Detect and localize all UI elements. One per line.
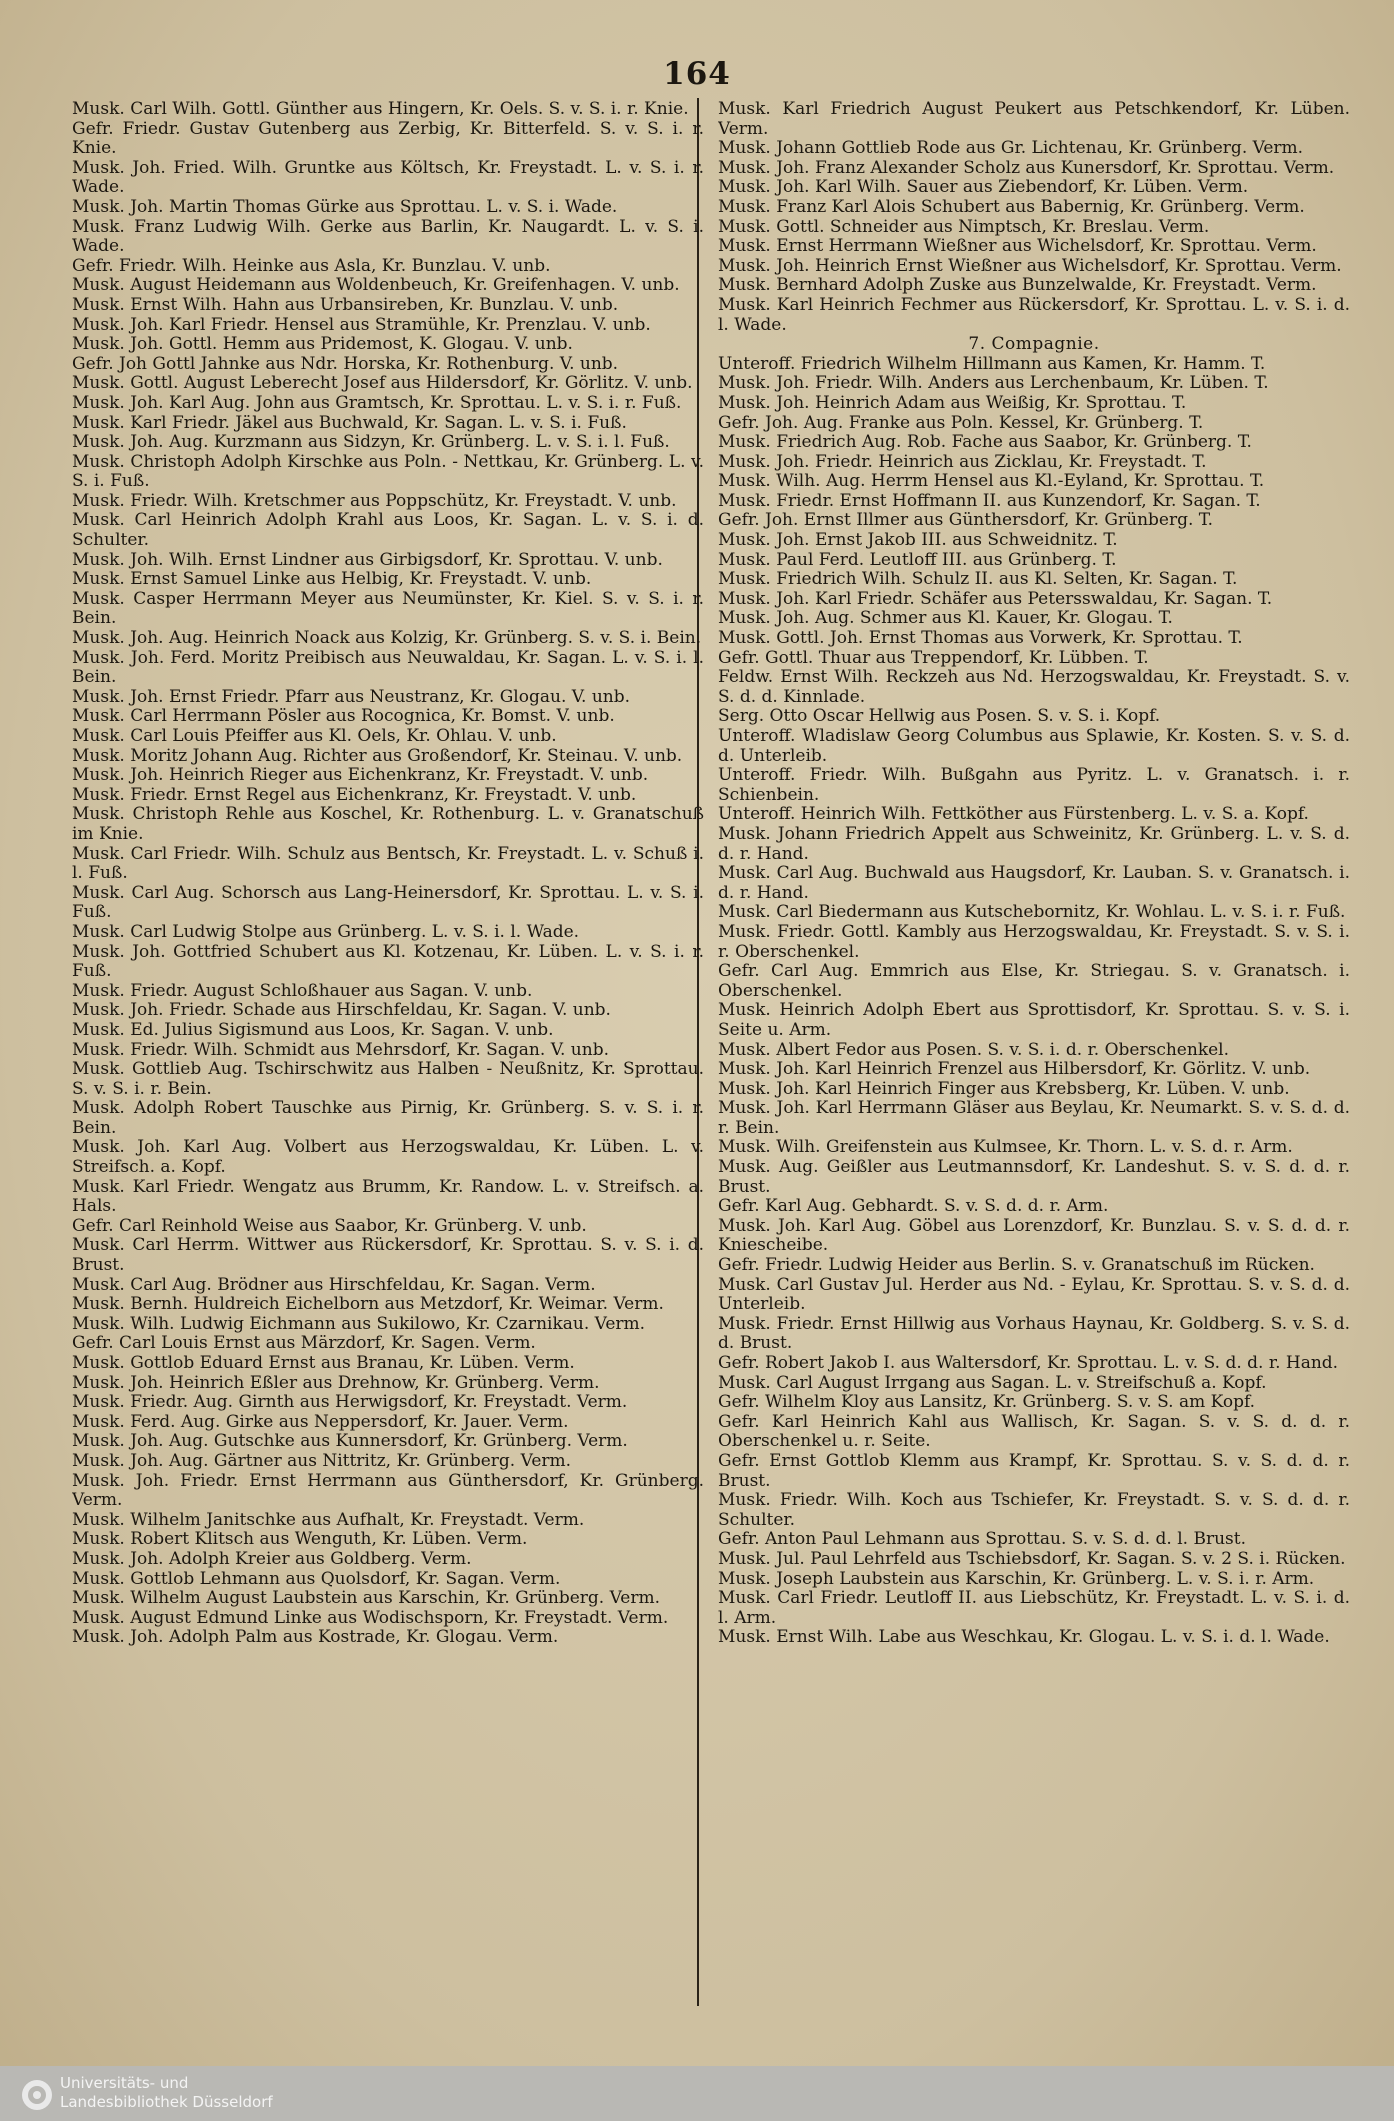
roster-entry: Musk. Friedr. Wilh. Schmidt aus Mehrsdorf, Kr. Sagan. V. unb. <box>72 1039 609 1060</box>
roster-entry: Gefr. Karl Heinrich Kahl aus Wallisch, Kr. Sagan. S. v. S. d. d. r. Oberschenkel u. r. Seite. <box>718 1411 1350 1452</box>
roster-entry: Gefr. Ernst Gottlob Klemm aus Krampf, Kr. Sprottau. S. v. S. d. d. r. Brust. <box>718 1450 1350 1491</box>
roster-entry: Musk. Carl Friedr. Leutloff II. aus Liebschütz, Kr. Freystadt. L. v. S. i. d. l. Arm. <box>718 1588 1350 1628</box>
roster-entry: Musk. Joh. Ernst Jakob III. aus Schweidnitz. T. <box>718 530 1118 551</box>
roster-entry: Musk. Ernst Herrmann Wießner aus Wichelsdorf, Kr. Sprottau. Verm. <box>718 236 1317 257</box>
roster-entry: Musk. Joh. Aug. Schmer aus Kl. Kauer, Kr. Glogau. T. <box>718 608 1173 629</box>
roster-entry: Musk. Friedr. Wilh. Kretschmer aus Poppschütz, Kr. Freystadt. V. unb. <box>72 490 677 511</box>
roster-entry: Gefr. Wilhelm Kloy aus Lansitz, Kr. Grünberg. S. v. S. am Kopf. <box>718 1392 1256 1413</box>
roster-entry: Musk. Carl Aug. Schorsch aus Lang-Heinersdorf, Kr. Sprottau. L. v. S. i. Fuß. <box>72 882 704 923</box>
roster-entry: Musk. Joh. Friedr. Schade aus Hirschfeldau, Kr. Sagan. V. unb. <box>72 1000 611 1021</box>
roster-entry: Gefr. Carl Louis Ernst aus Märzdorf, Kr. Sagen. Verm. <box>72 1333 536 1354</box>
roster-entry: Musk. Joh. Ferd. Moritz Preibisch aus Neuwaldau, Kr. Sagan. L. v. S. i. l. Bein. <box>72 647 704 688</box>
roster-entry: Musk. Joh. Karl Aug. John aus Gramtsch, Kr. Sprottau. L. v. S. i. r. Fuß. <box>72 392 682 413</box>
roster-entry: Musk. Joh. Karl Friedr. Schäfer aus Petersswaldau, Kr. Sagan. T. <box>718 588 1273 609</box>
roster-entry: Musk. Joh. Friedr. Wilh. Anders aus Lerchenbaum, Kr. Lüben. T. <box>718 373 1269 394</box>
roster-entry: Musk. Bernh. Huldreich Eichelborn aus Metzdorf, Kr. Weimar. Verm. <box>72 1294 664 1315</box>
roster-entry: Musk. Moritz Johann Aug. Richter aus Großendorf, Kr. Steinau. V. unb. <box>72 745 683 766</box>
roster-entry: Gefr. Friedr. Wilh. Heinke aus Asla, Kr. Bunzlau. V. unb. <box>72 255 551 276</box>
roster-entry: Gefr. Joh. Aug. Franke aus Poln. Kessel, Kr. Grünberg. T. <box>718 412 1204 433</box>
section-heading: 7. Compagnie. <box>968 334 1100 355</box>
roster-entry: Musk. Robert Klitsch aus Wenguth, Kr. Lüben. Verm. <box>72 1529 528 1550</box>
roster-entry: Musk. Joh. Karl Herrmann Gläser aus Beylau, Kr. Neumarkt. S. v. S. d. d. r. Bein. <box>718 1098 1350 1138</box>
left-column <box>72 100 704 2005</box>
roster-entry: Musk. Carl Herrm. Wittwer aus Rückersdorf, Kr. Sprottau. S. v. S. i. d. Brust. <box>72 1235 704 1276</box>
roster-entry: Musk. Bernhard Adolph Zuske aus Bunzelwalde, Kr. Freystadt. Verm. <box>718 275 1317 296</box>
roster-entry: Musk. Wilhelm August Laubstein aus Karschin, Kr. Grünberg. Verm. <box>72 1588 661 1609</box>
roster-entry: Musk. Friedr. August Schloßhauer aus Sagan. V. unb. <box>72 980 533 1001</box>
roster-entry: Gefr. Karl Aug. Gebhardt. S. v. S. d. d. r. Arm. <box>718 1196 1109 1217</box>
roster-entry: Musk. Joh. Heinrich Adam aus Weißig, Kr. Sprottau. T. <box>718 392 1187 413</box>
roster-entry: Musk. Carl Friedr. Wilh. Schulz aus Bentsch, Kr. Freystadt. L. v. Schuß i. l. Fuß. <box>72 843 704 884</box>
roster-entry: Musk. Joh. Aug. Kurzmann aus Sidzyn, Kr. Grünberg. L. v. S. i. l. Fuß. <box>72 432 670 453</box>
roster-entry: Musk. Carl August Irrgang aus Sagan. L. v. Streifschuß a. Kopf. <box>718 1372 1267 1393</box>
roster-entry: Musk. Joh. Aug. Heinrich Noack aus Kolzig, Kr. Grünberg. S. v. S. i. Bein. <box>72 628 702 649</box>
roster-entry: Musk. Joh. Wilh. Ernst Lindner aus Girbigsdorf, Kr. Sprottau. V. unb. <box>72 549 663 570</box>
roster-entry: Musk. Gottl. Joh. Ernst Thomas aus Vorwerk, Kr. Sprottau. T. <box>718 628 1243 649</box>
roster-entry: Musk. Joh. Karl Aug. Volbert aus Herzogswaldau, Kr. Lüben. L. v. Streifsch. a. Kopf. <box>72 1137 704 1178</box>
roster-entry: Musk. Karl Heinrich Fechmer aus Rückersdorf, Kr. Sprottau. L. v. S. i. d. l. Wade. <box>718 294 1350 335</box>
roster-entry: Musk. Christoph Adolph Kirschke aus Poln. - Nettkau, Kr. Grünberg. L. v. S. i. Fuß. <box>72 451 704 492</box>
roster-entry: Musk. Ernst Wilh. Hahn aus Urbansireben, Kr. Bunzlau. V. unb. <box>72 294 619 315</box>
roster-entry: Musk. Ernst Wilh. Labe aus Weschkau, Kr. Glogau. L. v. S. i. d. l. Wade. <box>718 1627 1330 1648</box>
roster-entry: Musk. Gottlob Lehmann aus Quolsdorf, Kr. Sagan. Verm. <box>72 1568 561 1589</box>
roster-entry: Gefr. Robert Jakob I. aus Waltersdorf, Kr. Sprottau. L. v. S. d. d. r. Hand. <box>718 1353 1339 1373</box>
roster-entry: Musk. Gottl. Schneider aus Nimptsch, Kr. Breslau. Verm. <box>718 216 1210 237</box>
roster-entry: Musk. Joh. Karl Wilh. Sauer aus Ziebendorf, Kr. Lüben. Verm. <box>718 177 1249 198</box>
roster-entry: Gefr. Anton Paul Lehmann aus Sprottau. S. v. S. d. d. l. Brust. <box>718 1529 1246 1550</box>
roster-entry: Musk. Friedr. Ernst Regel aus Eichenkranz, Kr. Freystadt. V. unb. <box>72 784 637 805</box>
roster-entry: Musk. Carl Biedermann aus Kutschebornitz, Kr. Wohlau. L. v. S. i. r. Fuß. <box>718 902 1346 923</box>
roster-entry: Unteroff. Heinrich Wilh. Fettköther aus Fürstenberg. L. v. S. a. Kopf. <box>718 804 1309 825</box>
roster-entry: Musk. Karl Friedr. Jäkel aus Buchwald, Kr. Sagan. L. v. S. i. Fuß. <box>72 412 627 433</box>
roster-entry: Musk. Carl Heinrich Adolph Krahl aus Loos, Kr. Sagan. L. v. S. i. d. Schulter. <box>72 510 704 551</box>
roster-entry: Musk. Joh. Friedr. Heinrich aus Zicklau, Kr. Freystadt. T. <box>718 451 1207 472</box>
institution-name <box>60 2074 273 2112</box>
roster-entry: Musk. Carl Herrmann Pösler aus Rocognica, Kr. Bomst. V. unb. <box>72 706 615 727</box>
roster-entry: Gefr. Gottl. Thuar aus Treppendorf, Kr. Lübben. T. <box>718 647 1149 668</box>
roster-entry: Musk. Joh. Aug. Gutschke aus Kunnersdorf, Kr. Grünberg. Verm. <box>72 1431 628 1452</box>
roster-entry: Unteroff. Friedrich Wilhelm Hillmann aus Kamen, Kr. Hamm. T. <box>718 353 1266 374</box>
roster-entry: Feldw. Ernst Wilh. Reckzeh aus Nd. Herzogswaldau, Kr. Freystadt. S. v. S. d. d. Kinnlade. <box>718 667 1350 707</box>
library-logo-icon <box>20 2075 54 2115</box>
roster-entry: Musk. Friedrich Wilh. Schulz II. aus Kl. Selten, Kr. Sagan. T. <box>718 569 1238 590</box>
roster-entry: Musk. Joh. Fried. Wilh. Gruntke aus Költsch, Kr. Freystadt. L. v. S. i. r. Wade. <box>72 157 704 198</box>
roster-entry: Musk. Carl Louis Pfeiffer aus Kl. Oels, Kr. Ohlau. V. unb. <box>72 726 557 746</box>
roster-entry: Gefr. Friedr. Ludwig Heider aus Berlin. S. v. Granatschuß im Rücken. <box>718 1255 1315 1276</box>
roster-entry: Musk. Joh. Friedr. Ernst Herrmann aus Günthersdorf, Kr. Grünberg. Verm. <box>72 1470 704 1511</box>
roster-entry: Musk. Albert Fedor aus Posen. S. v. S. i. d. r. Oberschenkel. <box>718 1039 1230 1060</box>
roster-entry: Unteroff. Friedr. Wilh. Bußgahn aus Pyritz. L. v. Granatsch. i. r. Schienbein. <box>718 765 1350 805</box>
roster-entry: Musk. Joh. Franz Alexander Scholz aus Kunersdorf, Kr. Sprottau. Verm. <box>718 157 1335 178</box>
roster-entry: Musk. Paul Ferd. Leutloff III. aus Grünberg. T. <box>718 549 1117 570</box>
roster-entry: Musk. Christoph Rehle aus Koschel, Kr. Rothenburg. L. v. Granatschuß im Knie. <box>72 804 704 844</box>
roster-entry: Musk. August Edmund Linke aus Wodischsporn, Kr. Freystadt. Verm. <box>72 1607 669 1628</box>
roster-entry: Musk. Adolph Robert Tauschke aus Pirnig, Kr. Grünberg. S. v. S. i. r. Bein. <box>72 1098 704 1138</box>
roster-entry: Musk. Wilh. Aug. Herrm Hensel aus Kl.-Eyland, Kr. Sprottau. T. <box>718 471 1265 492</box>
page-number: 164 <box>663 56 731 92</box>
roster-entry: Musk. Gottl. August Leberecht Josef aus Hildersdorf, Kr. Görlitz. V. unb. <box>72 373 693 394</box>
roster-entry: Musk. Franz Ludwig Wilh. Gerke aus Barlin, Kr. Naugardt. L. v. S. i. Wade. <box>72 216 704 257</box>
roster-entry: Musk. Joh. Heinrich Rieger aus Eichenkranz, Kr. Freystadt. V. unb. <box>72 765 649 786</box>
institution-line-2: Landesbibliothek Düsseldorf <box>60 2093 273 2111</box>
roster-entry: Musk. Carl Wilh. Gottl. Günther aus Hingern, Kr. Oels. S. v. S. i. r. Knie. <box>72 100 689 119</box>
roster-entry: Musk. Friedr. Wilh. Koch aus Tschiefer, Kr. Freystadt. S. v. S. d. d. r. Schulter. <box>718 1490 1350 1530</box>
roster-entry: Musk. Joh. Karl Aug. Göbel aus Lorenzdorf, Kr. Bunzlau. S. v. S. d. d. r. Kniescheibe. <box>718 1215 1350 1256</box>
roster-entry: Musk. Friedr. Ernst Hillwig aus Vorhaus Haynau, Kr. Goldberg. S. v. S. d. d. Brust. <box>718 1313 1350 1354</box>
roster-entry: Musk. Jul. Paul Lehrfeld aus Tschiebsdorf, Kr. Sagan. S. v. 2 S. i. Rücken. <box>718 1548 1346 1569</box>
roster-entry: Musk. Joh. Aug. Gärtner aus Nittritz, Kr. Grünberg. Verm. <box>72 1450 572 1471</box>
roster-entry: Gefr. Carl Reinhold Weise aus Saabor, Kr. Grünberg. V. unb. <box>72 1215 587 1236</box>
roster-entry: Musk. Wilh. Greifenstein aus Kulmsee, Kr. Thorn. L. v. S. d. r. Arm. <box>718 1137 1293 1158</box>
roster-entry: Musk. Heinrich Adolph Ebert aus Sprottisdorf, Kr. Sprottau. S. v. S. i. Seite u. Arm. <box>718 1000 1350 1040</box>
roster-entry: Gefr. Friedr. Gustav Gutenberg aus Zerbig, Kr. Bitterfeld. S. v. S. i. r. Knie. <box>72 118 704 159</box>
roster-entry: Musk. Joseph Laubstein aus Karschin, Kr. Grünberg. L. v. S. i. r. Arm. <box>718 1568 1315 1589</box>
roster-entry: Musk. Karl Friedr. Wengatz aus Brumm, Kr. Randow. L. v. Streifsch. a. Hals. <box>72 1176 704 1217</box>
roster-entry: Musk. Joh. Ernst Friedr. Pfarr aus Neustranz, Kr. Glogau. V. unb. <box>72 686 631 707</box>
roster-entry: Musk. Joh. Heinrich Eßler aus Drehnow, Kr. Grünberg. Verm. <box>72 1372 600 1393</box>
roster-entry: Musk. Carl Gustav Jul. Herder aus Nd. - Eylau, Kr. Sprottau. S. v. S. d. d. Unterleib. <box>718 1274 1350 1315</box>
roster-entry: Musk. Ed. Julius Sigismund aus Loos, Kr. Sagan. V. unb. <box>72 1019 554 1040</box>
roster-entry: Musk. Casper Herrmann Meyer aus Neumünster, Kr. Kiel. S. v. S. i. r. Bein. <box>72 588 704 629</box>
roster-entry: Musk. Joh. Adolph Kreier aus Goldberg. Verm. <box>72 1548 472 1569</box>
roster-entry: Musk. Joh. Karl Friedr. Hensel aus Stramühle, Kr. Prenzlau. V. unb. <box>72 314 651 335</box>
roster-entry: Musk. Karl Friedrich August Peukert aus Petschkendorf, Kr. Lüben. Verm. <box>718 100 1350 139</box>
roster-entry: Musk. August Heidemann aus Woldenbeuch, Kr. Greifenhagen. V. unb. <box>72 275 680 296</box>
institution-line-1: Universitäts- und <box>60 2074 189 2092</box>
roster-entry: Musk. Joh. Martin Thomas Gürke aus Sprottau. L. v. S. i. Wade. <box>72 196 618 217</box>
roster-entry: Musk. Joh. Gottl. Hemm aus Pridemost, K. Glogau. V. unb. <box>72 334 573 355</box>
roster-entry: Musk. Friedr. Ernst Hoffmann II. aus Kunzendorf, Kr. Sagan. T. <box>718 490 1261 511</box>
roster-entry: Musk. Aug. Geißler aus Leutmannsdorf, Kr. Landeshut. S. v. S. d. d. r. Brust. <box>718 1157 1350 1197</box>
roster-entry: Musk. Joh. Gottfried Schubert aus Kl. Kotzenau, Kr. Lüben. L. v. S. i. r. Fuß. <box>72 941 704 982</box>
roster-entry: Musk. Joh. Adolph Palm aus Kostrade, Kr. Glogau. Verm. <box>72 1627 559 1648</box>
roster-entry: Musk. Friedr. Gottl. Kambly aus Herzogswaldau, Kr. Freystadt. S. v. S. i. r. Oberschenkel. <box>718 921 1350 962</box>
roster-entry: Musk. Carl Aug. Buchwald aus Haugsdorf, Kr. Lauban. S. v. Granatsch. i. d. r. Hand. <box>718 863 1350 903</box>
roster-entry: Musk. Ernst Samuel Linke aus Helbig, Kr. Freystadt. V. unb. <box>72 569 592 590</box>
roster-entry: Musk. Joh. Karl Heinrich Finger aus Krebsberg, Kr. Lüben. V. unb. <box>718 1078 1290 1099</box>
roster-entry: Musk. Friedr. Aug. Girnth aus Herwigsdorf, Kr. Freystadt. Verm. <box>72 1392 628 1413</box>
roster-entry: Gefr. Carl Aug. Emmrich aus Else, Kr. Striegau. S. v. Granatsch. i. Oberschenkel. <box>718 961 1350 1001</box>
roster-entry: Unteroff. Wladislaw Georg Columbus aus Splawie, Kr. Kosten. S. v. S. d. d. Unterleib. <box>718 726 1350 766</box>
roster-entry: Musk. Friedrich Aug. Rob. Fache aus Saabor, Kr. Grünberg. T. <box>718 432 1252 453</box>
roster-entry: Musk. Carl Aug. Brödner aus Hirschfeldau, Kr. Sagan. Verm. <box>72 1274 596 1295</box>
roster-entry: Gefr. Joh Gottl Jahnke aus Ndr. Horska, Kr. Rothenburg. V. unb. <box>72 353 619 374</box>
roster-entry: Serg. Otto Oscar Hellwig aus Posen. S. v. S. i. Kopf. <box>718 706 1161 727</box>
roster-entry: Gefr. Joh. Ernst Illmer aus Günthersdorf, Kr. Grünberg. T. <box>718 510 1214 531</box>
roster-entry: Musk. Carl Ludwig Stolpe aus Grünberg. L. v. S. i. l. Wade. <box>72 921 580 942</box>
roster-entry: Musk. Gottlieb Aug. Tschirschwitz aus Halben - Neußnitz, Kr. Sprottau. S. v. S. i. r. Bein. <box>72 1059 704 1099</box>
roster-entry: Musk. Ferd. Aug. Girke aus Neppersdorf, Kr. Jauer. Verm. <box>72 1411 569 1432</box>
roster-entry: Musk. Wilhelm Janitschke aus Aufhalt, Kr. Freystadt. Verm. <box>72 1509 585 1530</box>
roster-entry: Musk. Franz Karl Alois Schubert aus Babernig, Kr. Grünberg. Verm. <box>718 196 1305 217</box>
roster-entry: Musk. Joh. Heinrich Ernst Wießner aus Wichelsdorf, Kr. Sprottau. Verm. <box>718 255 1342 276</box>
roster-entry: Musk. Johann Gottlieb Rode aus Gr. Lichtenau, Kr. Grünberg. Verm. <box>718 138 1304 159</box>
roster-entry: Musk. Joh. Karl Heinrich Frenzel aus Hilbersdorf, Kr. Görlitz. V. unb. <box>718 1059 1311 1080</box>
right-column <box>718 100 1350 2005</box>
roster-entry: Musk. Gottlob Eduard Ernst aus Branau, Kr. Lüben. Verm. <box>72 1353 575 1373</box>
roster-entry: Musk. Wilh. Ludwig Eichmann aus Sukilowo, Kr. Czarnikau. Verm. <box>72 1313 646 1334</box>
roster-entry: Musk. Johann Friedrich Appelt aus Schweinitz, Kr. Grünberg. L. v. S. d. d. r. Hand. <box>718 823 1350 864</box>
